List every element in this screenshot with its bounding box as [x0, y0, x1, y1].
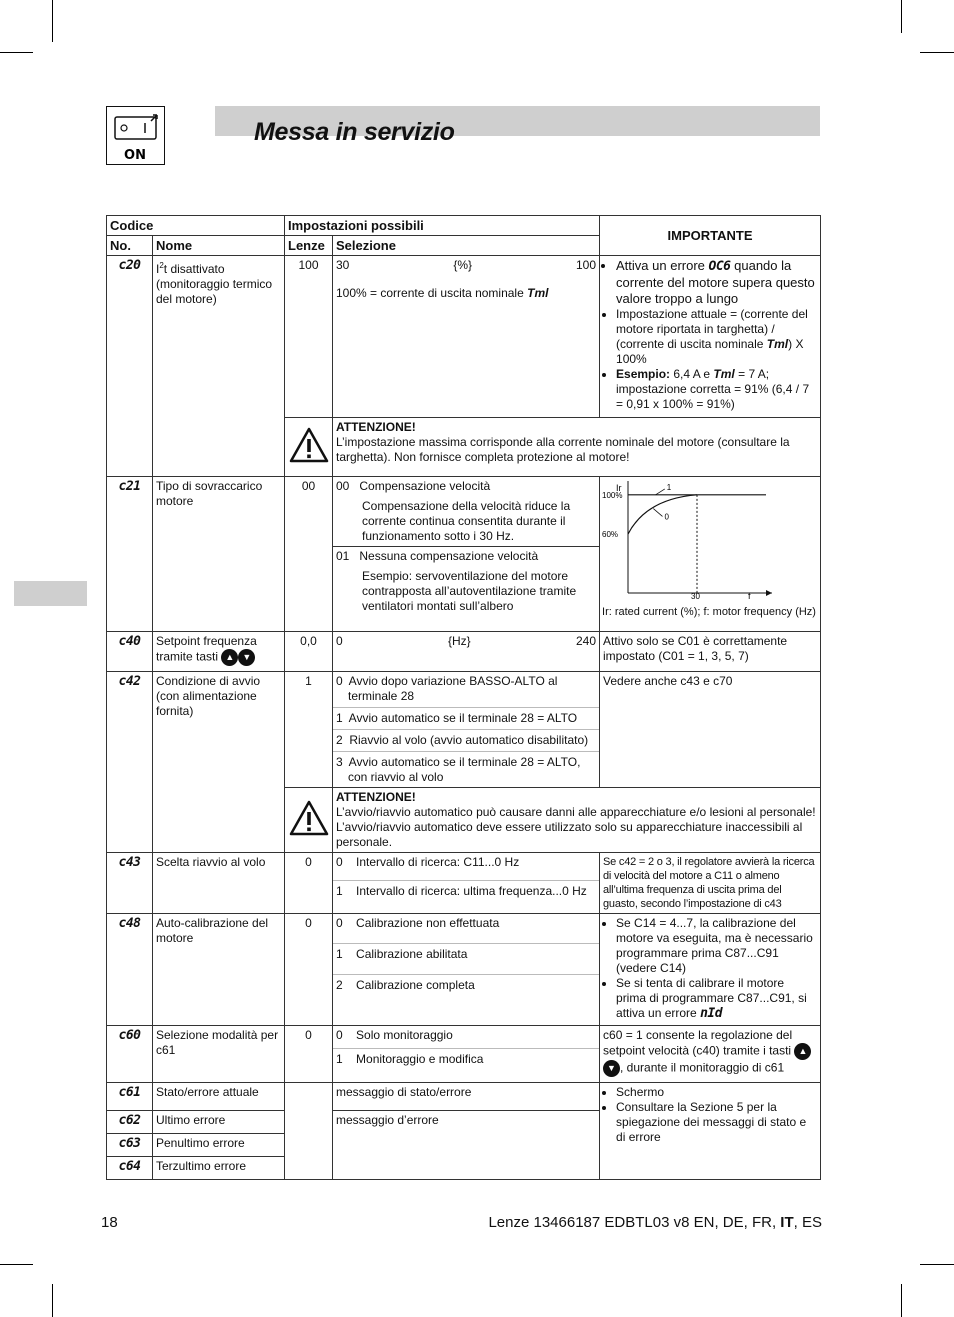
- warning-text: ATTENZIONE! L’avvio/riavvio automatico può causare danni alle apparecchiature e/o lesioni al personale! L’avvio/riavvio automatico deve essere utilizzato solo su apparecchiature inaccessibili al personale.: [333, 788, 821, 853]
- series-leader-1: [656, 489, 665, 495]
- param-selection: messaggio d’errore: [333, 1111, 600, 1180]
- x-tick-label: 30: [691, 592, 700, 601]
- param-selection: messaggio di stato/errore: [333, 1083, 600, 1111]
- option-3: 3 Avvio automatico se il terminale 28 = ALTO, con riavvio al volo: [333, 751, 599, 785]
- header-lenze: Lenze: [285, 236, 333, 256]
- crop-mark: [0, 1264, 33, 1265]
- series-line-0: [628, 495, 697, 534]
- param-default: 1: [285, 672, 333, 788]
- page-number: 18: [101, 1214, 118, 1231]
- param-name: Condizione di avvio (con alimentazione fornita): [153, 672, 285, 853]
- up-key-icon: ▲: [221, 649, 238, 666]
- param-selection: 0 Intervallo di ricerca: C11...0 Hz 1 Intervallo di ricerca: ultima frequenza...0 Hz: [333, 853, 600, 914]
- param-name: Stato/errore attuale: [153, 1083, 285, 1111]
- param-default: 0: [285, 914, 333, 1026]
- param-name: Scelta riavvio al volo: [153, 853, 285, 914]
- param-code: c21: [107, 477, 153, 632]
- crop-mark: [920, 1264, 954, 1265]
- table-row: [107, 256, 821, 418]
- header-impostazioni: Impostazioni possibili: [285, 216, 600, 236]
- on-label: ON: [124, 148, 146, 163]
- param-name: Setpoint frequenza tramite tasti ▲ ▼: [153, 632, 285, 672]
- parameter-table: [106, 215, 821, 1180]
- param-code: c20: [107, 256, 153, 477]
- param-name: Selezione modalità per c61: [153, 1026, 285, 1083]
- option-0: 0 Avvio dopo variazione BASSO-ALTO al terminale 28: [336, 674, 561, 703]
- param-name: Penultimo errore: [153, 1134, 285, 1157]
- param-selection: 0 Solo monitoraggio 1 Monitoraggio e modifica: [333, 1026, 600, 1083]
- param-code: c60: [107, 1026, 153, 1083]
- crop-mark: [920, 52, 954, 53]
- param-code: c61: [107, 1083, 153, 1111]
- param-name: Tipo di sovraccarico motore: [153, 477, 285, 632]
- param-notes: • Attiva un errore OC6 quando la corrente del motore supera questo valore troppo a lungo • Impostazione attuale = (corrente del motore riportata in targhetta) / (corrente di uscita nominale Tml) X 100% • Esempio: 6,4 A e Tml = 7 A; impostazione corretta = 91% (6,4 / 7 = 0,91 x 100% = 91%): [600, 256, 821, 418]
- param-selection: 0 {Hz} 240: [333, 632, 600, 672]
- option-2: 2 Riavvio al volo (avvio automatico disabilitato): [333, 729, 599, 748]
- header-importante: IMPORTANTE: [600, 216, 821, 256]
- param-code: c62: [107, 1111, 153, 1134]
- param-code: c42: [107, 672, 153, 853]
- param-notes: Vedere anche c43 e c70: [600, 672, 821, 788]
- header-codice: Codice: [107, 216, 285, 236]
- param-selection: 00 Compensazione velocità Compensazione della velocità riduce la corrente continua consentita durante il funzionamento sotto i 30 Hz. 01 Nessuna compensazione velocità Esempio: servoventilazione del motore contrapposta all’autoventilazione tramite ventilatori montati sull’albero: [333, 477, 600, 632]
- series-label-1: 1: [666, 482, 672, 492]
- warning-icon: [289, 427, 329, 463]
- down-key-icon: ▼: [238, 649, 255, 666]
- crop-mark: [52, 1284, 53, 1317]
- table-row: [107, 1026, 821, 1083]
- warning-icon: [289, 800, 329, 836]
- series-leader-0: [653, 509, 662, 517]
- param-notes: • Schermo • Consultare la Sezione 5 per la spiegazione dei messaggi di stato e di errore: [600, 1083, 821, 1180]
- crop-mark: [901, 1284, 902, 1317]
- table-row: [107, 477, 821, 632]
- table-row: [107, 632, 821, 672]
- param-default: 0,0: [285, 632, 333, 672]
- param-notes: Attivo solo se C01 è correttamente impostato (C01 = 1, 3, 5, 7): [600, 632, 821, 672]
- header-no: No.: [107, 236, 153, 256]
- warning-icon-cell: [285, 788, 333, 853]
- table-row: [107, 853, 821, 914]
- param-default: 0: [285, 1026, 333, 1083]
- power-switch-icon: [106, 106, 165, 165]
- option-1: 1 Avvio automatico se il terminale 28 = ALTO: [333, 707, 599, 726]
- param-notes: c60 = 1 consente la regolazione del setpoint velocità (c40) tramite i tasti ▲▼ , durante il monitoraggio di c61: [600, 1026, 821, 1083]
- crop-mark: [52, 0, 53, 42]
- footer-doc: Lenze 13466187 EDBTL03 v8 EN, DE, FR, IT, ES: [488, 1214, 822, 1231]
- crop-mark: [901, 0, 902, 33]
- param-code: c64: [107, 1157, 153, 1180]
- down-key-icon: ▼: [603, 1060, 620, 1077]
- header-selezione: Selezione: [333, 236, 600, 256]
- param-name: $I^2t$ disattivato (monitoraggio termico del motore): [153, 256, 285, 477]
- param-code: c63: [107, 1134, 153, 1157]
- table-row: [107, 672, 821, 788]
- param-default: 0: [285, 853, 333, 914]
- param-selection: [333, 672, 600, 788]
- y-axis-label: Ir: [616, 483, 622, 493]
- param-notes: [600, 477, 821, 632]
- header-nome: Nome: [153, 236, 285, 256]
- param-default: 100: [285, 256, 333, 418]
- y-tick-label: 100%: [602, 490, 623, 500]
- param-name: Auto-calibrazione del motore: [153, 914, 285, 1026]
- section-tab: [14, 581, 87, 606]
- param-selection: 0 Calibrazione non effettuata 1 Calibrazione abilitata 2 Calibrazione completa: [333, 914, 600, 1026]
- param-default: 00: [285, 477, 333, 632]
- overload-chart: [602, 477, 818, 605]
- param-code: c43: [107, 853, 153, 914]
- param-code: c40: [107, 632, 153, 672]
- table-row: [107, 914, 821, 1026]
- crop-mark: [0, 52, 33, 53]
- x-axis-label: f: [748, 591, 751, 601]
- table-row: [107, 1083, 821, 1111]
- up-key-icon: ▲: [794, 1043, 811, 1060]
- param-notes: Se c42 = 2 o 3, il regolatore avvierà la ricerca di velocità del motore a C11 o almeno all’ultima frequenza di uscita prima del guasto, secondo l’impostazione di c43: [600, 853, 821, 914]
- series-label-0: 0: [664, 512, 669, 522]
- param-name: Terzultimo errore: [153, 1157, 285, 1180]
- warning-icon-cell: [285, 418, 333, 477]
- param-name: Ultimo errore: [153, 1111, 285, 1134]
- param-code: c48: [107, 914, 153, 1026]
- param-selection: 30 {%} 100 100% = corrente di uscita nominale Tml: [333, 256, 600, 418]
- param-default: [285, 1083, 333, 1180]
- page-title: Messa in servizio: [254, 118, 455, 146]
- param-notes: • Se C14 = 4...7, la calibrazione del motore va eseguita, ma è necessario programmare prima C87...C91 (vedere C14) • Se si tenta di calibrare il motore prima di programmare C87...C91, si attiva un errore nId: [600, 914, 821, 1026]
- warning-text: ATTENZIONE! L’impostazione massima corrisponde alla corrente nominale del motore (consultare la targhetta). Non fornisce completa protezione al motore!: [333, 418, 821, 477]
- x-axis-arrow: [766, 590, 772, 596]
- y-tick-label: 60%: [602, 530, 619, 540]
- chart-caption: Ir: rated current (%); f: motor frequency (Hz): [602, 606, 816, 618]
